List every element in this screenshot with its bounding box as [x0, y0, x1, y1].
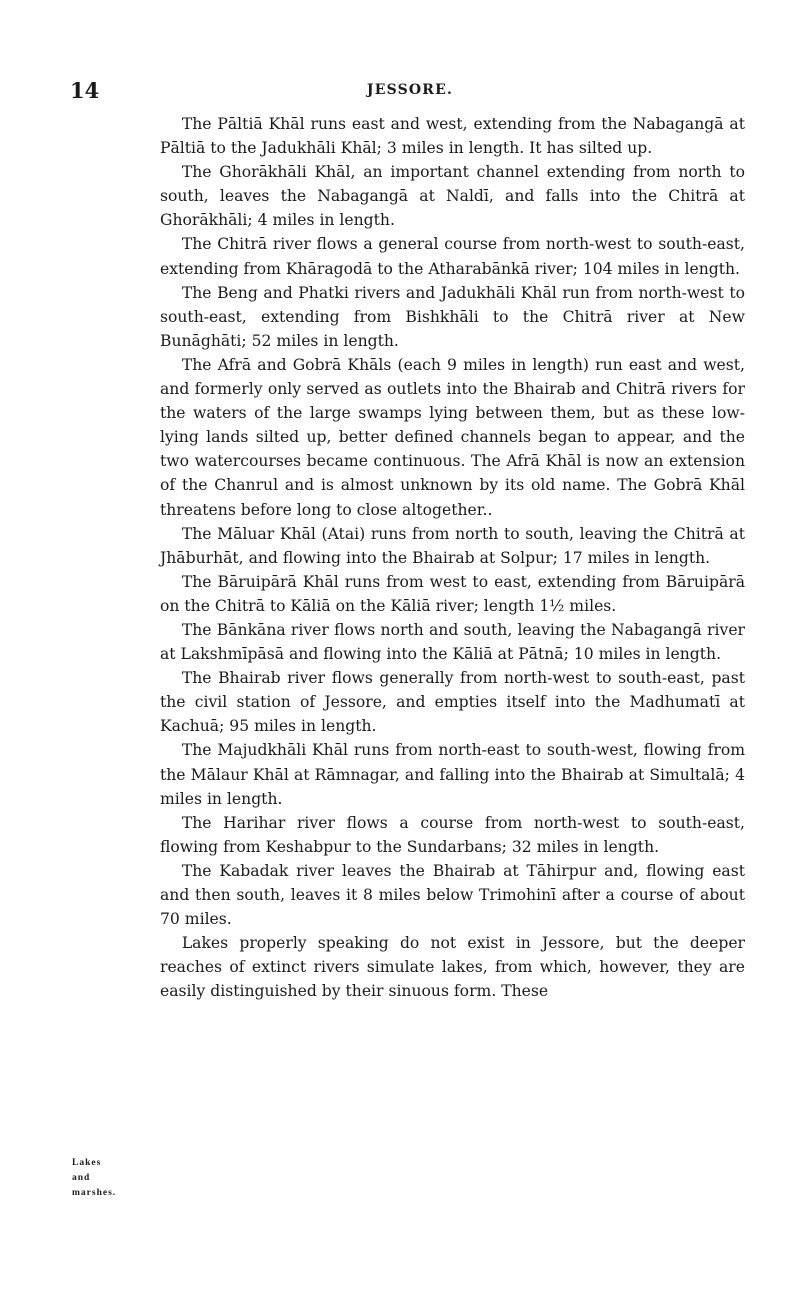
paragraph-majudkhali-khal: The Majudkhāli Khāl runs from north-east to south-west, flowing from the Mālaur Khāl at Rāmnagar, and falling into the Bhairab at Simultalā; 4 miles in length. — [160, 741, 745, 808]
running-head: JESSORE. — [366, 82, 454, 98]
paragraph-beng-phatki: The Beng and Phatki rivers and Jadukhāli Khāl run from north-west to south-east, extending from Bishkhāli to the Chitrā river at New Bunāghāti; 52 miles in length. — [160, 283, 745, 350]
paragraph-maluar-khal: The Māluar Khāl (Atai) runs from north to south, leaving the Chitrā at Jhāburhāt, and flowing into the Bhairab at Solpur; 17 miles in length. — [160, 524, 745, 567]
paragraph-ghorakhali-khal: The Ghorākhāli Khāl, an important channel extending from north to south, leaves the Nabagangā at Naldī, and falls into the Chitrā at Ghorākhāli; 4 miles in length. — [160, 163, 745, 230]
paragraph-lakes: Lakes properly speaking do not exist in Jessore, but the deeper reaches of extinct rivers simulate lakes, from which, however, they are easily distinguished by their sinuous form. These — [160, 934, 745, 1001]
paragraph-bankana-river: The Bānkāna river flows north and south, leaving the Nabagangā river at Lakshmīpāsā and flowing into the Kāliā at Pātnā; 10 miles in length. — [160, 620, 745, 664]
paragraph-harihar-river: The Harihar river flows a course from north-west to south-east, flowing from Keshabpur to the Sundarbans; 32 miles in length. — [160, 813, 745, 856]
paragraph-baruipara-khal: The Bāruipārā Khāl runs from west to east, extending from Bāruipārā on the Chitrā to Kāliā on the Kāliā river; length 1½ miles. — [160, 572, 745, 615]
paragraph-kabadak-river: The Kabadak river leaves the Bhairab at Tāhirpur and, flowing east and then south, leaves it 8 miles below Trimohinī after a course of about 70 miles. — [160, 861, 745, 929]
margin-note-line: marshes. — [72, 1188, 117, 1198]
paragraph-chitra-river: The Chitrā river flows a general course from north-west to south-east, extending from Khāragodā to the Atharabānkā river; 104 miles in length. — [160, 235, 745, 278]
paragraph-bhairab-river: The Bhairab river flows generally from north-west to south-east, past the civil station of Jessore, and empties itself into the Madhumatī at Kachuā; 95 miles in length. — [160, 669, 745, 736]
margin-note-line: and — [72, 1173, 91, 1183]
paragraph-afra-gobra: The Afrā and Gobrā Khāls (each 9 miles in length) run east and west, and formerly only served as outlets into the Bhairab and Chitrā rivers for the waters of the large swamps lying between them, but as these low-lying lands silted up, better defined channels began to appear, and the two watercourses became continuous. The Afrā Khāl is now an extension of the Chanrul and is almost unknown by its old name. The Gobrā Khāl threatens before long to close altogether.. — [160, 355, 745, 519]
body-text — [160, 112, 745, 1003]
paragraph-paltia-khal: The Pāltiā Khāl runs east and west, extending from the Nabagangā at Pāltiā to the Jadukhāli Khāl; 3 miles in length. It has silted up. — [160, 115, 745, 158]
margin-note-line: Lakes — [72, 1158, 102, 1168]
margin-note — [72, 1156, 152, 1201]
page-header — [70, 78, 750, 102]
page-number: 14 — [70, 78, 100, 103]
